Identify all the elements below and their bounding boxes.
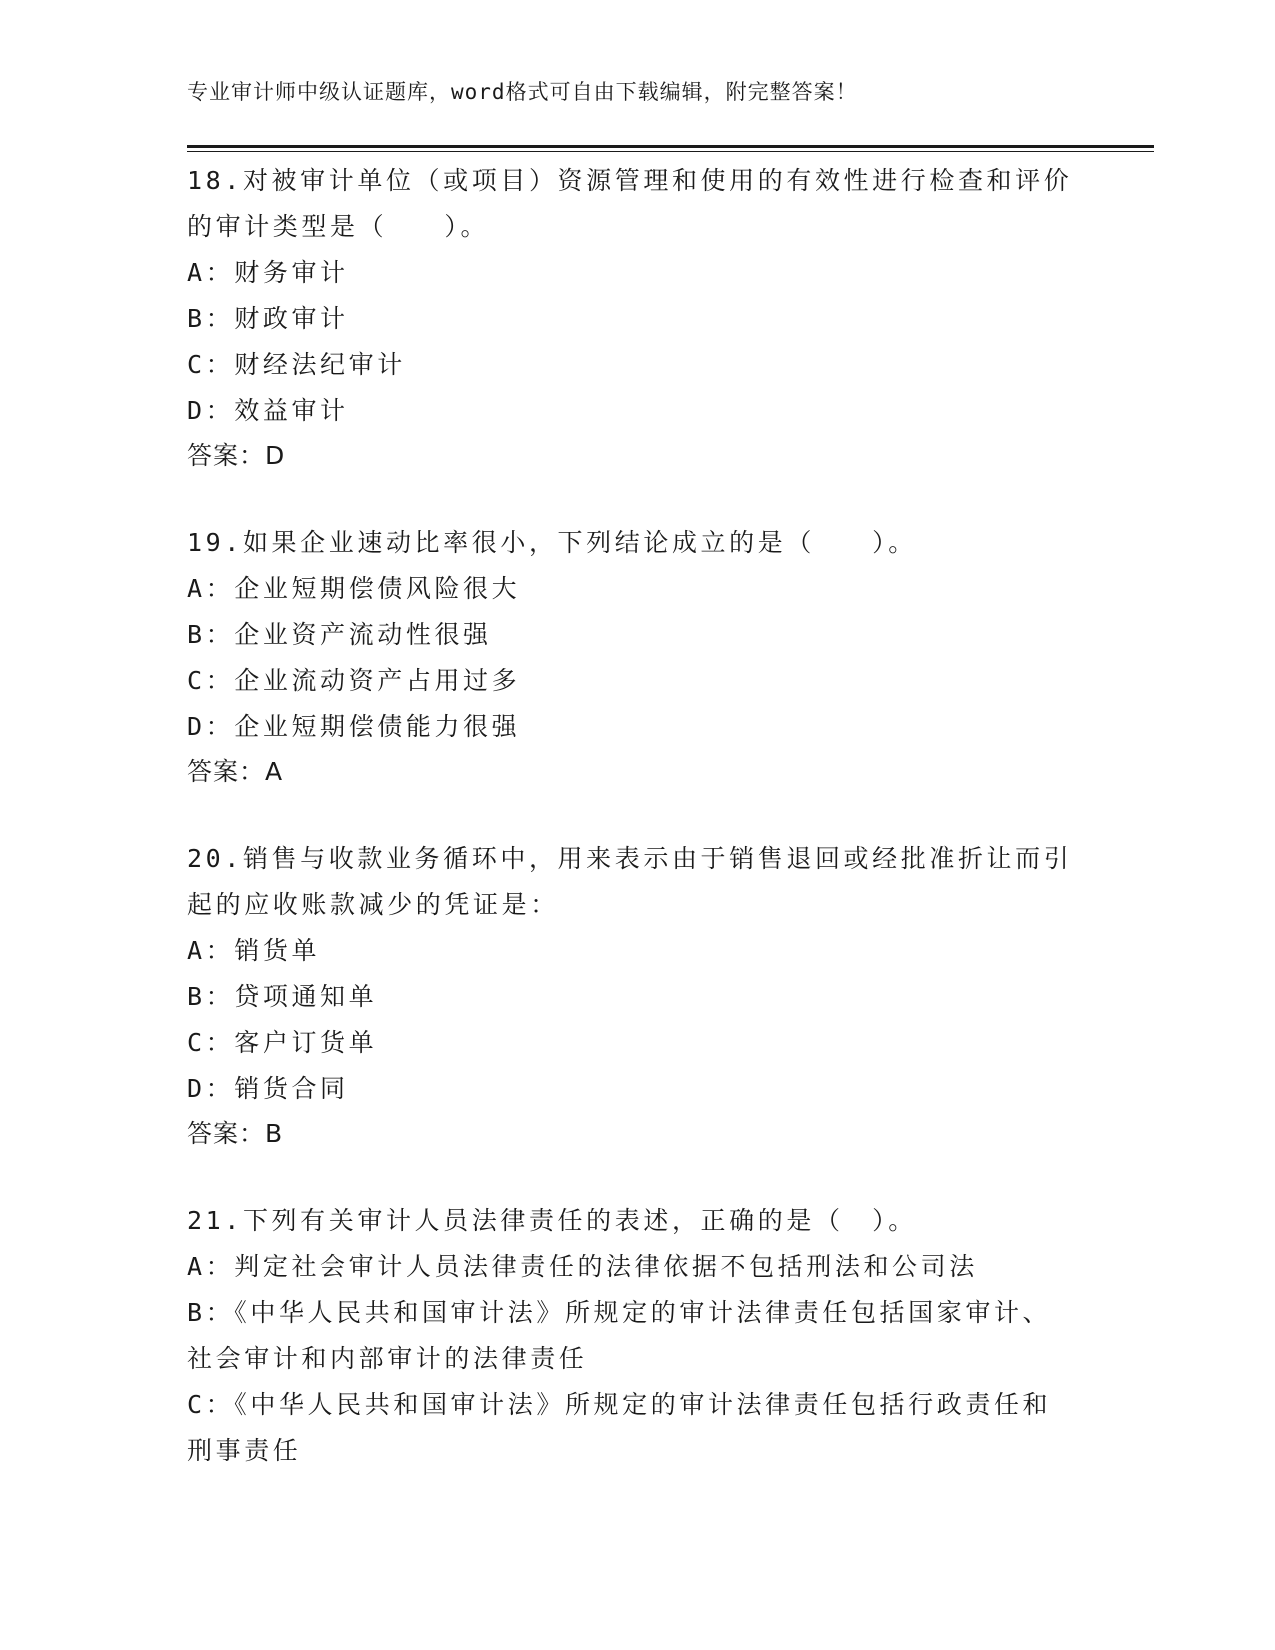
answer-key: 答案：D [187, 441, 286, 470]
answer-option-line: B：《中华人民共和国审计法》所规定的审计法律责任包括国家审计、 [187, 1298, 1052, 1327]
answer-option-line: D：企业短期偿债能力很强 [187, 712, 521, 741]
question-block [187, 158, 1087, 478]
question-stem-line: 20.销售与收款业务循环中，用来表示由于销售退回或经批准折让而引 [187, 844, 1073, 873]
question-stem-line: 21.下列有关审计人员法律责任的表述，正确的是（ ）。 [187, 1206, 917, 1235]
question-block [187, 520, 1087, 794]
question-block [187, 1198, 1087, 1474]
answer-option-line: A：财务审计 [187, 258, 349, 287]
header-rule-thick [187, 145, 1154, 148]
answer-option-line: A：销货单 [187, 936, 321, 965]
answer-option-line: 刑事责任 [187, 1436, 302, 1465]
answer-option-line: B：贷项通知单 [187, 982, 378, 1011]
page-header: 专业审计师中级认证题库，word格式可自由下载编辑，附完整答案！ [187, 80, 858, 104]
answer-option-line: C：客户订货单 [187, 1028, 378, 1057]
question-block [187, 836, 1087, 1156]
answer-option-line: C：企业流动资产占用过多 [187, 666, 521, 695]
answer-key: 答案：A [187, 757, 284, 786]
answer-option-line: 社会审计和内部审计的法律责任 [187, 1344, 588, 1373]
answer-option-line: A：判定社会审计人员法律责任的法律依据不包括刑法和公司法 [187, 1252, 978, 1281]
answer-option-line: D：销货合同 [187, 1074, 349, 1103]
question-stem-line: 19.如果企业速动比率很小，下列结论成立的是（ ）。 [187, 528, 917, 557]
answer-key: 答案：B [187, 1119, 284, 1148]
answer-option-line: C：《中华人民共和国审计法》所规定的审计法律责任包括行政责任和 [187, 1390, 1052, 1419]
answer-option-line: C：财经法纪审计 [187, 350, 406, 379]
question-stem-line: 的审计类型是（ ）。 [187, 212, 490, 241]
answer-option-line: D：效益审计 [187, 396, 349, 425]
question-stem-line: 18.对被审计单位（或项目）资源管理和使用的有效性进行检查和评价 [187, 166, 1073, 195]
answer-option-line: B：财政审计 [187, 304, 349, 333]
answer-option-line: B：企业资产流动性很强 [187, 620, 492, 649]
question-stem-line: 起的应收账款减少的凭证是： [187, 890, 559, 919]
answer-option-line: A：企业短期偿债风险很大 [187, 574, 521, 603]
question-list [187, 158, 1087, 1516]
header-rule-thin [187, 151, 1154, 152]
